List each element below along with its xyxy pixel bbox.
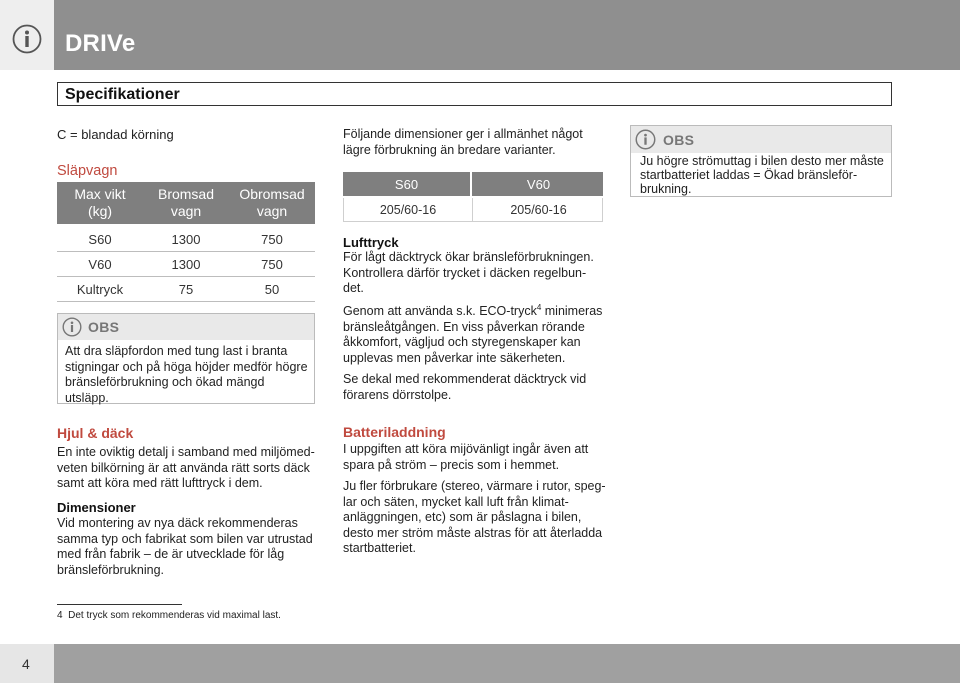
text-line: startbatteriet. [343, 541, 416, 555]
text-line: bränsleförbrukning och ökad mängd [65, 375, 265, 389]
text-line: stigningar och på höga höjder medför högre [65, 359, 308, 374]
obs-text [640, 154, 884, 196]
text-line: samt att köra med rätt lufttryck i dem. [57, 476, 263, 490]
text-line: spara på ström – precis som i hemmet. [343, 457, 560, 472]
table-cell: 75 [178, 281, 194, 297]
text-line: brukning. [640, 182, 692, 196]
text-line: startbatteriet laddas = Ökad bränsleför- [640, 168, 858, 182]
lufttryck-heading: Lufttryck [343, 235, 399, 250]
table-row [57, 276, 315, 302]
text-line: med från fabrik – de är utvecklade för låg [57, 547, 285, 561]
table-cell: Kultryck [76, 281, 124, 297]
footnote-text: Det tryck som rekommenderas vid maximal last. [68, 610, 281, 621]
obs-header [58, 314, 314, 340]
obs-note-trailer [57, 313, 315, 404]
table-cell: V60 [88, 256, 112, 272]
text-span: minimeras [541, 304, 603, 318]
page-number: 4 [22, 656, 30, 672]
footnote-divider [57, 604, 182, 605]
section-title: Specifikationer [65, 86, 180, 103]
header-s60: S60 [343, 172, 472, 196]
info-icon [635, 129, 656, 150]
dimensioner-heading: Dimensioner [57, 500, 136, 515]
text-line: För lågt däcktryck ökar bränsleförbrukningen. [343, 250, 594, 264]
lufttryck-text [343, 250, 594, 297]
footnote [57, 610, 281, 622]
footnote-ref: 4 [536, 302, 542, 312]
intro-text [343, 127, 583, 158]
obs-note-battery [630, 125, 892, 197]
footnote-number: 4 [57, 610, 63, 621]
text-line [343, 304, 602, 320]
header-v60: V60 [526, 176, 551, 192]
obs-text [65, 344, 308, 406]
slapvagn-table-header [57, 182, 315, 224]
table-row [57, 226, 315, 252]
text-line: bränsleförbrukning. [57, 562, 165, 577]
table-cell: 50 [264, 281, 280, 297]
dimension-table-header [343, 172, 603, 196]
text-line: veten bilkörning är att använda rätt sorts däck [57, 460, 310, 475]
dimensioner-text [57, 516, 313, 578]
text-line: utsläpp. [65, 390, 109, 405]
section-bar [57, 82, 892, 106]
info-icon [62, 317, 82, 337]
obs-header [631, 126, 891, 153]
batteri-text-1 [343, 442, 588, 473]
text-line: Ju fler förbrukare (stereo, värmare i rutor, speg- [343, 479, 606, 493]
batteri-text-2 [343, 479, 606, 557]
text-line: Vid montering av nya däck rekommenderas [57, 516, 298, 530]
header-icon-area [0, 0, 54, 70]
slapvagn-heading: Släpvagn [57, 163, 118, 179]
text-line: upplevas men påverkar inte säkerheten. [343, 350, 566, 365]
obs-label: OBS [88, 319, 120, 335]
table-cell: 1300 [171, 256, 201, 272]
dekal-text [343, 372, 586, 403]
obs-label: OBS [663, 132, 695, 148]
table-cell: 750 [261, 256, 283, 272]
table-cell: 205/60-16 [510, 202, 567, 217]
text-line: lar och säten, mycket kall luft från klimat- [343, 494, 569, 509]
text-line: En inte oviktig detalj i samband med miljömed- [57, 445, 315, 459]
table-cell: 750 [261, 231, 283, 247]
header-max-vikt: Max vikt (kg) [74, 186, 126, 219]
header-bromsad: Bromsad vagn [157, 186, 215, 219]
chapter-header [0, 0, 960, 70]
header-obromsad: Obromsad vagn [239, 186, 305, 219]
text-line: Att dra släpfordon med tung last i branta [65, 344, 288, 358]
header-title-bar [54, 0, 960, 70]
text-span: Genom att använda s.k. ECO-tryck [343, 304, 537, 318]
text-line: åkkomfort, vägljud och styregenskaper kan [343, 335, 581, 349]
info-icon [12, 24, 42, 54]
text-line: desto mer ström måste alstras för att återladda [343, 525, 603, 540]
text-line: lägre förbrukning än bredare varianter. [343, 142, 556, 157]
text-line: I uppgiften att köra mijövänligt ingår även att [343, 442, 589, 456]
chapter-title: DRIVe [65, 30, 136, 57]
text-line: Se dekal med rekommenderat däcktryck vid [343, 372, 587, 386]
footer-page-area [0, 644, 54, 683]
footer-bar [54, 644, 960, 683]
text-line: det. [343, 281, 364, 295]
text-line: anläggningen, etc) som är påslagna i bilen, [343, 510, 582, 524]
hjul-heading: Hjul & däck [57, 425, 134, 441]
batteri-heading: Batteriladdning [343, 424, 446, 440]
text-line: Ju högre strömuttag i bilen desto mer måste [640, 154, 884, 168]
text-line: förarens dörrstolpe. [343, 387, 452, 402]
table-row [57, 251, 315, 277]
hjul-text [57, 445, 315, 492]
text-line: Kontrollera därför trycket i däcken regelbun- [343, 265, 587, 280]
table-row [343, 198, 603, 222]
table-cell: 1300 [171, 231, 201, 247]
table-cell: S60 [88, 231, 112, 247]
eco-text [343, 304, 602, 366]
table-cell: 205/60-16 [344, 198, 473, 221]
text-line: Följande dimensioner ger i allmänhet något [343, 127, 583, 141]
text-line: samma typ och fabrikat som bilen var utrustad [57, 531, 313, 546]
text-line: bränsleåtgången. En viss påverkan rörande [343, 319, 585, 334]
legend-text: C = blandad körning [57, 127, 174, 142]
